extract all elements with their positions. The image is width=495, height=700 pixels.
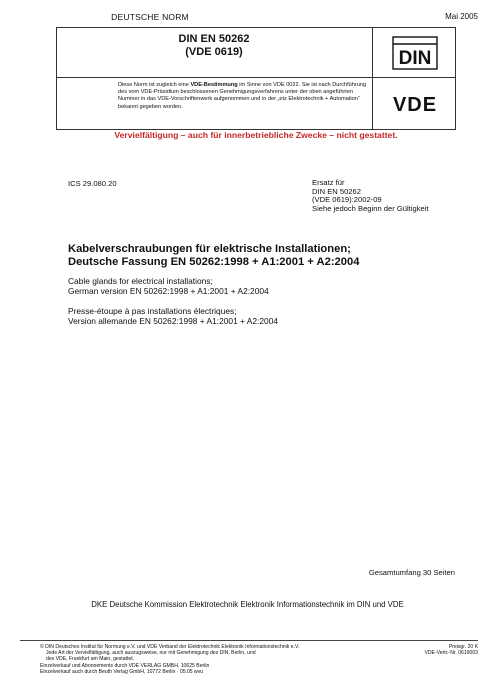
notice-text-2: im Sinne von VDE 0022. Sie ist nach Durchführung des vom VDE-Präsidium beschlossenen Genehmigungsverfahrens unter der oben angeführten Nummer in das VDE-Vorschriftenwerk aufgenommen und in der „etz Elektrotechnik + Automation“ bekannt gegeben worden. (118, 82, 367, 110)
title-german (68, 243, 468, 269)
vde-notice (118, 82, 368, 111)
footer-price (424, 644, 478, 656)
replacement-line-1: DIN EN 50262 (312, 186, 361, 196)
reproduction-warning: Vervielfältigung – auch für innerbetriebliche Zwecke – nicht gestattet. (114, 130, 398, 140)
issue-date: Mai 2005 (445, 12, 478, 21)
footer-line-1: © DIN Deutsches Institut für Normung e.V. und VDE Verband der Elektrotechnik Elektronik Informationstechnik e.V. (40, 644, 300, 650)
document-type: DEUTSCHE NORM (111, 12, 189, 22)
title-german-line-2: Deutsche Fassung EN 50262:1998 + A1:2001 + A2:2004 (68, 255, 360, 268)
footer-copyright (40, 644, 370, 675)
vde-logo-text: VDE (392, 94, 437, 115)
vde-logo (373, 78, 456, 130)
vde-number: (VDE 0619) (185, 46, 243, 58)
replacement-line-3: Siehe jedoch Beginn der Gültigkeit (312, 203, 429, 213)
title-english-line-2: German version EN 50262:1998 + A1:2001 + A2:2004 (68, 286, 269, 297)
footer-divider (20, 640, 478, 641)
footer-line-3: des VDE, Frankfurt am Main, gestattet. (46, 656, 135, 663)
committee-line: DKE Deutsche Kommission Elektrotechnik Elektronik Informationstechnik im DIN und VDE (91, 600, 404, 609)
footer-line-4: Einzelverkauf und Abonnements durch VDE VERLAG GMBH, 10625 Berlin (40, 662, 210, 669)
replacement-info (312, 179, 429, 213)
footer-line-2: Jede Art der Vervielfältigung, auch auszugsweise, nur mit Genehmigung des DIN, Berlin, und (46, 650, 256, 657)
standard-number (56, 33, 372, 59)
title-french-line-1: Presse-étoupe à pas installations électriques; (68, 306, 237, 316)
replacement-label: Ersatz für (312, 178, 345, 187)
title-german-line-1: Kabelverschraubungen für elektrische Installationen; (68, 243, 351, 255)
title-english-line-1: Cable glands for electrical installations; (68, 276, 213, 286)
notice-bold: VDE-Bestimmung (190, 82, 238, 88)
order-number: VDE-Vertr.-Nr. 0619003 (424, 650, 478, 657)
din-logo-icon (392, 36, 438, 70)
title-english (68, 276, 468, 296)
footer-line-5: Einzelverkauf auch durch Beuth Verlag GmbH, 10772 Berlin · 05.05 wvu (40, 668, 204, 675)
notice-text-1: Diese Norm ist zugleich eine (118, 82, 191, 88)
page-count: Gesamtumfang 30 Seiten (368, 568, 455, 577)
replacement-line-2: (VDE 0619):2002-09 (312, 195, 382, 205)
din-logo (373, 28, 456, 77)
din-number: DIN EN 50262 (178, 33, 250, 45)
title-french-line-2: Version allemande EN 50262:1998 + A1:2001 + A2:2004 (68, 316, 279, 327)
price-group: Preisgr. 20 K (448, 644, 478, 650)
din-logo-text: DIN (398, 47, 431, 69)
title-french (68, 306, 468, 326)
ics-code: ICS 29.080.20 (68, 179, 117, 188)
vde-logo-icon (385, 93, 445, 115)
